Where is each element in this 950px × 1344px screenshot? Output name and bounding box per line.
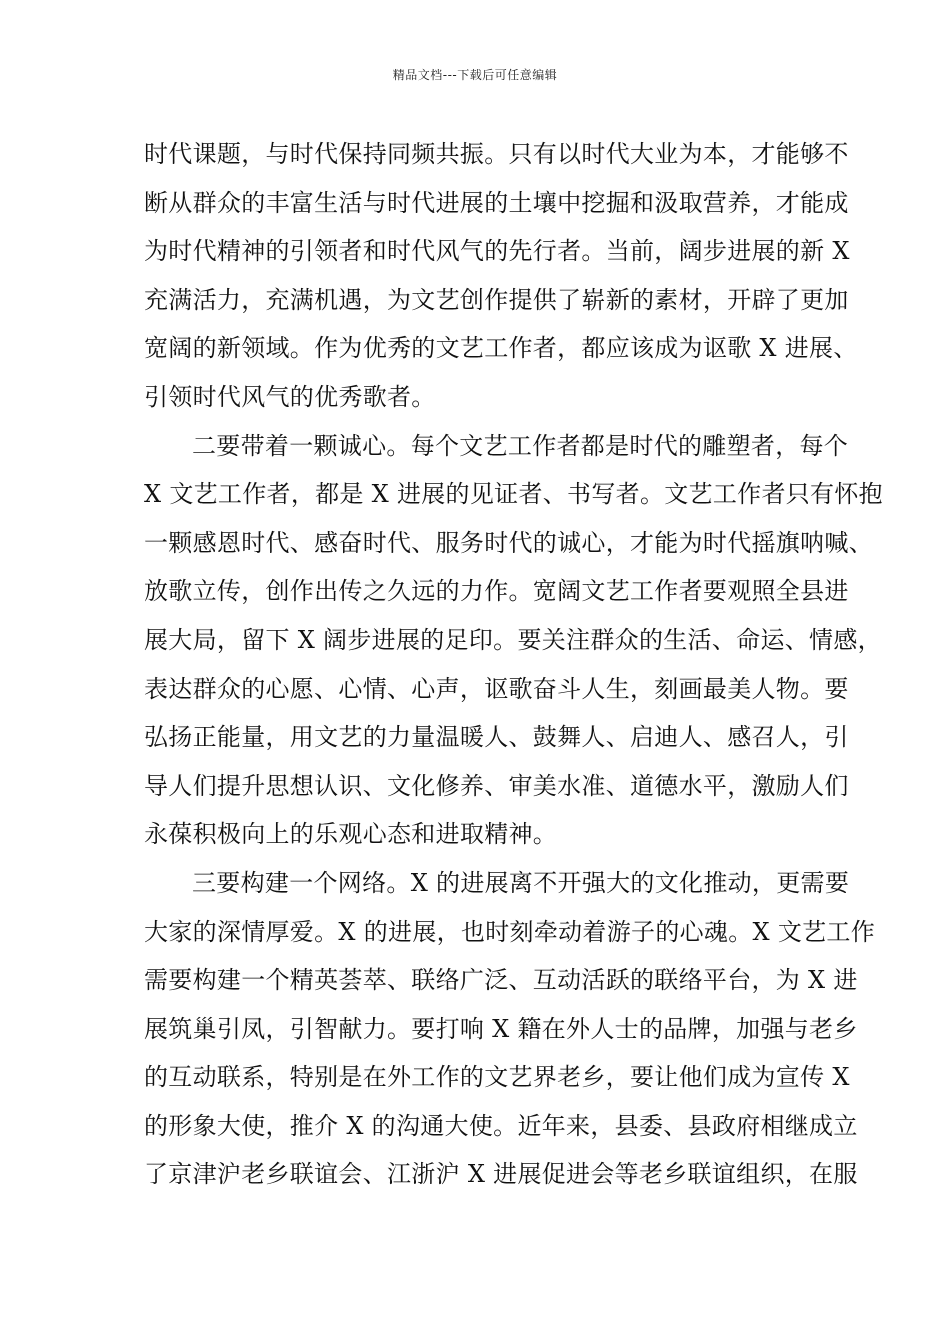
text-line: 的互动联系，特别是在外工作的文艺界老乡，要让他们成为宣传 X	[144, 1063, 850, 1092]
text-line: 断从群众的丰富生活与时代进展的土壤中挖掘和汲取营养，才能成	[144, 188, 849, 217]
text-line: 时代课题，与时代保持同频共振。只有以时代大业为本，才能够不	[144, 140, 849, 168]
text-line: 展筑巢引凤，引智献力。要打响 X 籍在外人士的品牌，加强与老乡	[144, 1014, 858, 1043]
text-line: 大家的深情厚爱。X 的进展，也时刻牵动着游子的心魂。X 文艺工作	[144, 917, 876, 946]
text-line: 弘扬正能量，用文艺的力量温暖人、鼓舞人、启迪人、感召人，引	[144, 723, 849, 752]
text-line: 表达群众的心愿、心情、心声，讴歌奋斗人生，刻画最美人物。要	[144, 674, 849, 703]
paragraph-start-line: 三要构建一个网络。X 的进展离不开强大的文化推动，更需要	[192, 868, 850, 897]
text-line: 了京津沪老乡联谊会、江浙沪 X 进展促进会等老乡联谊组织，在服	[144, 1160, 858, 1189]
paragraph-start-line: 二要带着一颗诚心。每个文艺工作者都是时代的雕塑者，每个	[192, 431, 849, 460]
text-line: 一颗感恩时代、感奋时代、服务时代的诚心，才能为时代摇旗呐喊、	[144, 528, 873, 557]
text-line: 需要构建一个精英荟萃、联络广泛、互动活跃的联络平台，为 X 进	[144, 966, 858, 995]
text-line: 宽阔的新领域。作为优秀的文艺工作者，都应该成为讴歌 X 进展、	[144, 334, 858, 363]
page-header: 精品文档---下载后可任意编辑	[392, 68, 558, 82]
text-line: X 文艺工作者，都是 X 进展的见证者、书写者。文艺工作者只有怀抱	[144, 480, 883, 509]
text-line: 永葆积极向上的乐观心态和进取精神。	[144, 820, 558, 849]
text-line: 放歌立传，创作出传之久远的力作。宽阔文艺工作者要观照全县进	[144, 577, 849, 606]
text-line: 引领时代风气的优秀歌者。	[144, 382, 436, 411]
text-line: 导人们提升思想认识、文化修养、审美水准、道德水平，激励人们	[144, 771, 849, 800]
text-line: 为时代精神的引领者和时代风气的先行者。当前，阔步进展的新 X	[144, 237, 850, 266]
text-line: 充满活力，充满机遇，为文艺创作提供了崭新的素材，开辟了更加	[144, 285, 849, 314]
document-body	[144, 130, 883, 1199]
text-line: 的形象大使，推介 X 的沟通大使。近年来，县委、县政府相继成立	[144, 1111, 858, 1140]
text-line: 展大局，留下 X 阔步进展的足印。要关注群众的生活、命运、情感，	[144, 625, 882, 654]
